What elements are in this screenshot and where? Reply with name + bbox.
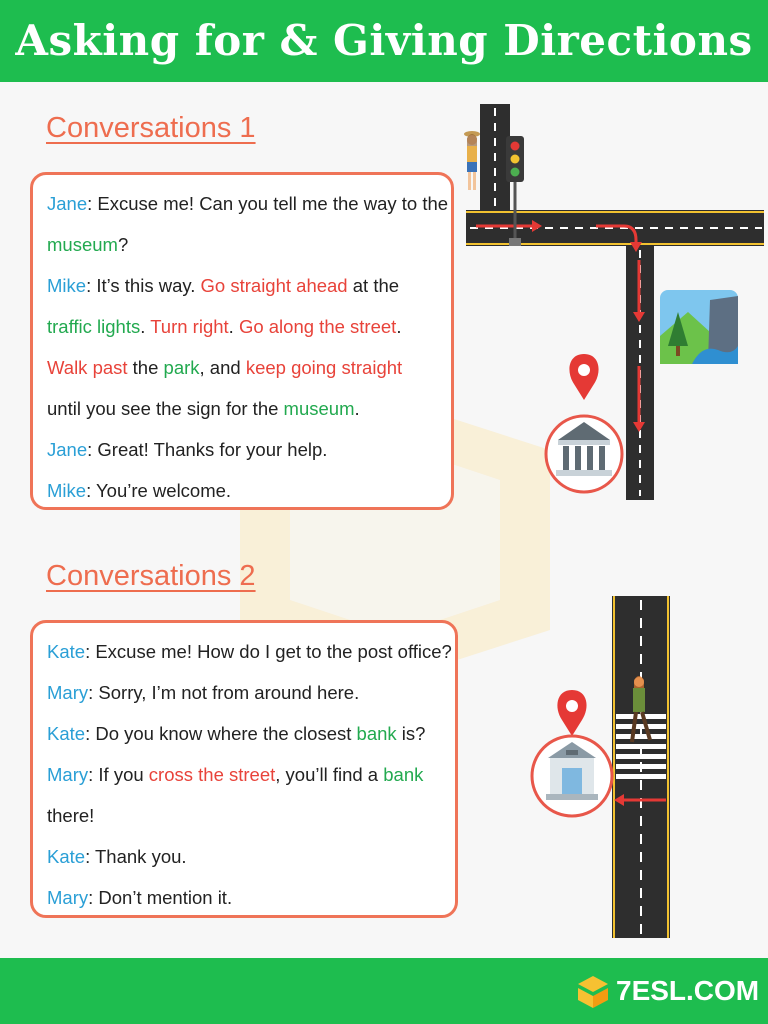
dialogue-line — [47, 265, 439, 306]
dialogue-line — [47, 347, 439, 388]
dialogue-text: . — [228, 316, 239, 337]
speaker-text: Kate — [47, 723, 86, 744]
dialogue-text: , you’ll find a — [275, 764, 384, 785]
dialogue-text: : It’s this way. — [86, 275, 201, 296]
dialogue-line — [47, 795, 443, 836]
action-text: Go straight ahead — [200, 275, 348, 296]
dialogue-line — [47, 224, 439, 265]
place-text: museum — [47, 234, 118, 255]
speaker-text: Mike — [47, 275, 87, 296]
speaker-text: Mary — [47, 887, 89, 908]
dialogue-text: : Do you know where the closest — [85, 723, 357, 744]
dialogue-line — [47, 306, 439, 347]
dialogue-text: : Excuse me! How do I get to the post office? — [85, 641, 452, 662]
dialogue-text: : Sorry, I’m not from around here. — [88, 682, 360, 703]
dialogue-line — [47, 388, 439, 429]
dialogue-line — [47, 713, 443, 754]
speaker-text: Mary — [47, 764, 89, 785]
page-title: Asking for & Giving Directions — [15, 16, 753, 65]
action-text: Walk past — [47, 357, 128, 378]
place-text: bank — [383, 764, 424, 785]
conversation-box-2 — [30, 620, 458, 918]
dialogue-text: until you see the sign for the — [47, 398, 284, 419]
header-banner — [0, 0, 768, 82]
speaker-text: Kate — [47, 846, 86, 867]
footer-banner — [0, 958, 768, 1024]
route-arrows — [476, 220, 645, 432]
dialogue-line — [47, 183, 449, 224]
dialogue-line — [47, 470, 439, 511]
dialogue-text: is? — [396, 723, 426, 744]
dialogue-text: at the — [347, 275, 400, 296]
place-text: traffic lights — [47, 316, 141, 337]
section-title-1: Conversations 1 — [46, 112, 256, 144]
conversation-box-1 — [30, 172, 454, 510]
speaker-text: Kate — [47, 641, 86, 662]
dialogue-text: there! — [47, 805, 95, 826]
place-text: bank — [356, 723, 397, 744]
route-map-1 — [462, 100, 768, 510]
site-logo[interactable] — [574, 970, 760, 1012]
logo-icon — [574, 972, 612, 1010]
person-icon — [464, 131, 480, 190]
park-icon — [660, 290, 738, 364]
dialogue-text: : Great! Thanks for your help. — [87, 439, 328, 460]
dialogue-line — [47, 429, 439, 470]
speaker-text: Jane — [47, 193, 88, 214]
dialogue-text: . — [396, 316, 402, 337]
action-text: Turn right — [150, 316, 229, 337]
dialogue-text: . — [354, 398, 360, 419]
location-pin-icon — [569, 354, 598, 400]
speaker-text: Mary — [47, 682, 89, 703]
action-text: Go along the street — [238, 316, 397, 337]
dialogue-line — [47, 836, 443, 877]
dialogue-text: the — [127, 357, 164, 378]
dialogue-text: . — [140, 316, 151, 337]
action-text: cross the street — [148, 764, 276, 785]
dialogue-line — [47, 754, 443, 795]
action-text: keep going straight — [245, 357, 403, 378]
dialogue-text: : If you — [88, 764, 149, 785]
dialogue-line — [47, 672, 443, 713]
location-pin-icon — [557, 690, 586, 736]
dialogue-text: : Thank you. — [85, 846, 187, 867]
dialogue-text: : You’re welcome. — [86, 480, 232, 501]
speaker-text: Jane — [47, 439, 88, 460]
dialogue-line — [47, 631, 452, 672]
place-text: museum — [283, 398, 355, 419]
section-title-2: Conversations 2 — [46, 560, 256, 592]
place-text: park — [163, 357, 200, 378]
dialogue-text: : Don’t mention it. — [88, 887, 233, 908]
speaker-text: Mike — [47, 480, 87, 501]
route-map-2 — [520, 592, 768, 942]
dialogue-line — [47, 877, 443, 918]
dialogue-text: , and — [199, 357, 246, 378]
dialogue-text: ? — [117, 234, 129, 255]
logo-text: 7ESL.COM — [616, 975, 760, 1006]
dialogue-text: : Excuse me! Can you tell me the way to the — [87, 193, 449, 214]
